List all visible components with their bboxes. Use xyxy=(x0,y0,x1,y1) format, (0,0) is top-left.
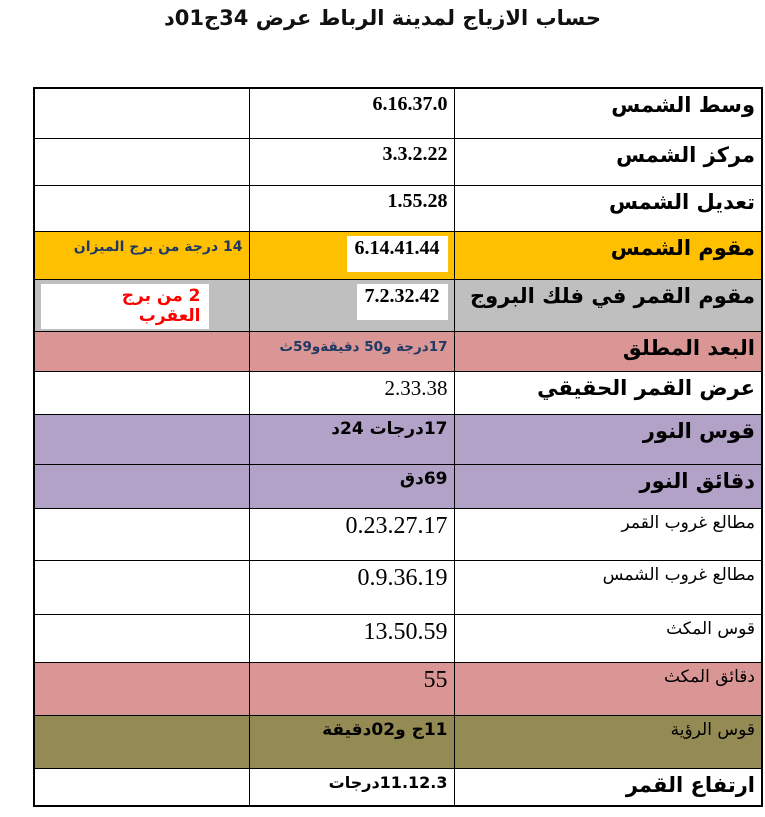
row-value: 17درجات 24د xyxy=(249,414,454,464)
row-label: وسط الشمس xyxy=(454,88,762,138)
calc-table-body xyxy=(34,88,762,806)
row-value: 1.55.28 xyxy=(249,185,454,231)
row-label: دقائق المكث xyxy=(454,662,762,715)
row-label: مطالع غروب القمر xyxy=(454,508,762,560)
table-row xyxy=(34,231,762,279)
row-label: قوس النور xyxy=(454,414,762,464)
row-note xyxy=(34,768,249,806)
row-value: 2.33.38 xyxy=(249,371,454,414)
row-note xyxy=(34,371,249,414)
row-label: مركز الشمس xyxy=(454,138,762,185)
table-row xyxy=(34,88,762,138)
table-row xyxy=(34,414,762,464)
row-note xyxy=(34,614,249,662)
row-value: 69دق xyxy=(249,464,454,508)
row-value: 13.50.59 xyxy=(249,614,454,662)
row-value: 55 xyxy=(249,662,454,715)
row-label: البعد المطلق xyxy=(454,331,762,371)
row-label: مقوم الشمس xyxy=(454,231,762,279)
row-label: ارتفاع القمر xyxy=(454,768,762,806)
row-value: 7.2.32.42 xyxy=(249,279,454,331)
row-note xyxy=(34,662,249,715)
row-value: 6.16.37.0 xyxy=(249,88,454,138)
row-value: 11ج و02دقيقة xyxy=(249,715,454,768)
row-label: دقائق النور xyxy=(454,464,762,508)
table-row xyxy=(34,508,762,560)
table-row xyxy=(34,614,762,662)
row-value: 0.23.27.17 xyxy=(249,508,454,560)
table-row xyxy=(34,185,762,231)
row-note: 14 درجة من برج الميزان xyxy=(34,231,249,279)
row-label: قوس الرؤية xyxy=(454,715,762,768)
row-value: 17درجة و50 دقيقةو59ث xyxy=(249,331,454,371)
row-note xyxy=(34,508,249,560)
row-note xyxy=(34,560,249,614)
row-value: 6.14.41.44 xyxy=(249,231,454,279)
row-value: 11.12.3درجات xyxy=(249,768,454,806)
row-label: عرض القمر الحقيقي xyxy=(454,371,762,414)
table-row xyxy=(34,279,762,331)
table-row xyxy=(34,138,762,185)
table-row xyxy=(34,560,762,614)
row-value: 3.3.2.22 xyxy=(249,138,454,185)
row-note xyxy=(34,464,249,508)
table-row xyxy=(34,371,762,414)
row-note xyxy=(34,715,249,768)
row-note: 2 من برج العقرب xyxy=(34,279,249,331)
row-note xyxy=(34,138,249,185)
row-label: تعديل الشمس xyxy=(454,185,762,231)
row-note xyxy=(34,331,249,371)
row-note xyxy=(34,185,249,231)
row-label: مقوم القمر في فلك البروج xyxy=(454,279,762,331)
row-note xyxy=(34,414,249,464)
table-row xyxy=(34,464,762,508)
table-row xyxy=(34,662,762,715)
row-note xyxy=(34,88,249,138)
row-label: مطالع غروب الشمس xyxy=(454,560,762,614)
table-row xyxy=(34,768,762,806)
row-value: 0.9.36.19 xyxy=(249,560,454,614)
row-label: قوس المكث xyxy=(454,614,762,662)
astronomy-calc-table xyxy=(33,87,763,807)
page-title: حساب الازياج لمدينة الرباط عرض 34ج01د xyxy=(164,6,601,30)
table-row xyxy=(34,331,762,371)
table-row xyxy=(34,715,762,768)
